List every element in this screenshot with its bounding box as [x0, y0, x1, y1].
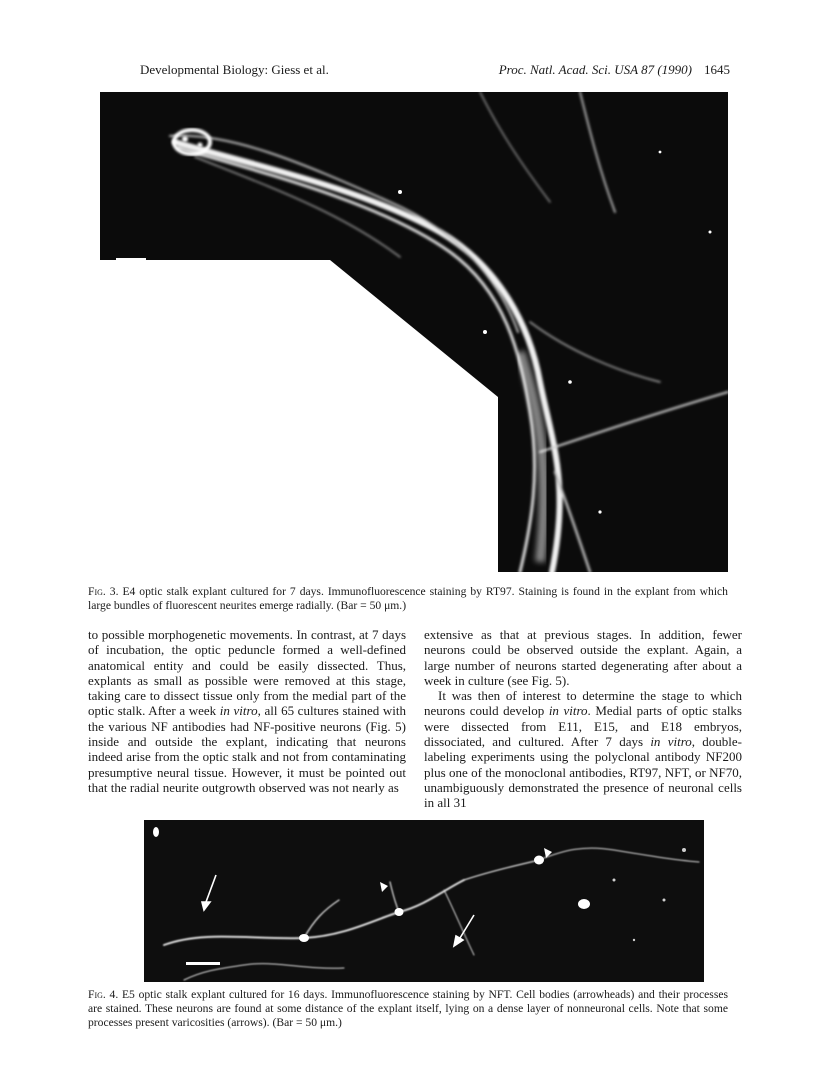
figure-4-scale-bar — [186, 962, 220, 965]
figure-4-micrograph — [144, 820, 704, 982]
right-text-italic-2: in vitro — [650, 734, 692, 750]
page-number: 1645 — [704, 62, 730, 77]
citation — [499, 62, 730, 78]
figure-4-background — [144, 820, 704, 982]
figure-3-caption-text: E4 optic stalk explant cultured for 7 days. Immunofluorescence staining by RT97. Staining is found in the explant from which large bundles of fluorescent neurites emerge radially. (Bar = 50 μm.) — [88, 585, 728, 612]
figure-4-label: Fig. 4. — [88, 988, 119, 1001]
figure-3-micrograph — [100, 92, 728, 572]
figure-3-background — [100, 92, 728, 572]
left-paragraph — [88, 627, 406, 795]
figure-4-caption — [88, 988, 728, 1030]
left-text-a: to possible morphogenetic movements. In contrast, at 7 days of incubation, the optic peduncle formed a well-defined anatomical entity and could be easily dissected. Thus, explants as small as possible were removed at this stage, taking care to dissect tissue only from the medial part of the optic stalk. After a week — [88, 627, 406, 719]
right-paragraph-2 — [424, 688, 742, 810]
journal-section: Developmental Biology: Giess et al. — [140, 62, 329, 77]
right-text-italic-1: in vitro — [548, 703, 588, 719]
body-column-right — [424, 627, 742, 811]
right-text-c: , double-labeling experiments using the polyclonal antibody NF200 plus one of the monoclonal antibodies, RT97, NFT, or NF70, unambiguously demonstrated the presence of neuronal cells in all 31 — [424, 734, 743, 811]
right-text-b: . Medial parts of optic stalks were dissected from E11, E15, and E18 embryos, dissociated, and cultured. After 7 days — [424, 703, 742, 750]
citation-text: Proc. Natl. Acad. Sci. USA 87 (1990) — [498, 62, 692, 77]
figure-4-caption-text: E5 optic stalk explant cultured for 16 days. Immunofluorescence staining by NFT. Cell bodies (arrowheads) and their processes are stained. These neurons are found at some distance of the explant itself, lying on a dense layer of nonneuronal cells. Note that some processes present varicosities (arrows). (Bar = 50 μm.) — [88, 988, 728, 1029]
right-paragraph-1: extensive as that at previous stages. In addition, fewer neurons could be observed outside the explant. Again, a large number of neurons started degenerating after about a week in culture (see Fig. 5). — [424, 627, 742, 688]
right-text-a: It was then of interest to determine the stage to which neurons could develop — [424, 688, 742, 719]
running-head — [140, 62, 730, 78]
figure-3-caption — [88, 585, 728, 613]
left-text-italic: in vitro — [219, 703, 258, 719]
left-text-b: , all 65 cultures stained with the various NF antibodies had NF-positive neurons (Fig. 5) inside and outside the explant, indicating that neurons indeed arise from the optic stalk and not from contaminating presumptive neural tissue. However, it must be pointed out that the radial neurite outgrowth observed was not nearly as — [88, 703, 406, 795]
body-column-left — [88, 627, 406, 795]
figure-3-label: Fig. 3. — [88, 585, 119, 598]
figure-3-scale-bar — [116, 258, 146, 261]
